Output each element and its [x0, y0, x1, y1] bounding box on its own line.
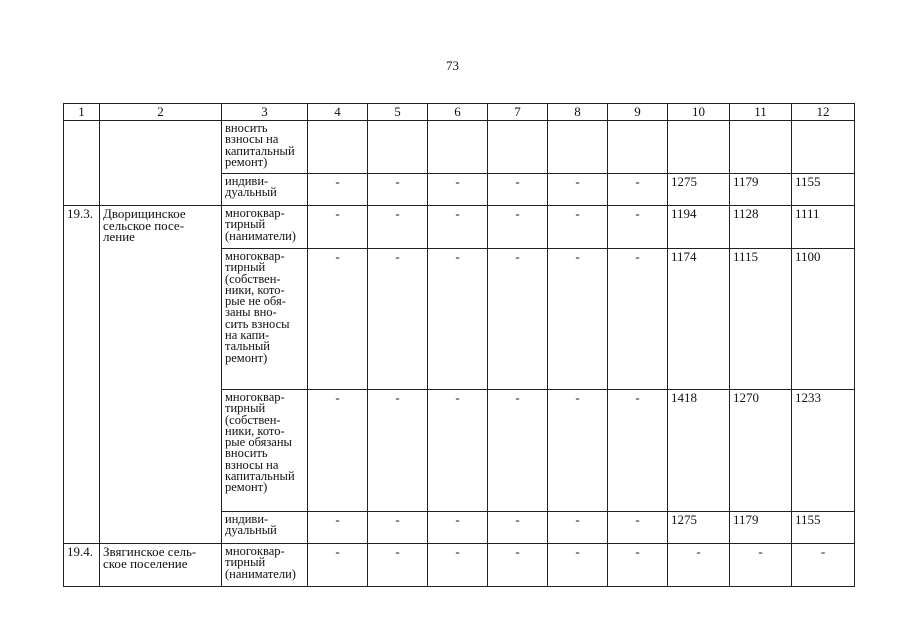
header-cell-9: 9 — [608, 104, 668, 121]
value-cell: - — [488, 544, 548, 587]
header-cell-5: 5 — [368, 104, 428, 121]
value-cell: - — [668, 544, 730, 587]
housing-type-cell: индиви- дуальный — [222, 512, 308, 544]
value-cell: - — [608, 512, 668, 544]
value-cell: - — [428, 512, 488, 544]
header-cell-1: 1 — [64, 104, 100, 121]
code-cell-empty — [64, 121, 100, 206]
value-cell: - — [308, 174, 368, 206]
housing-type-cell: многоквар- тирный (наниматели) — [222, 544, 308, 587]
value-cell: - — [548, 249, 608, 390]
value-cell: - — [308, 512, 368, 544]
header-cell-6: 6 — [428, 104, 488, 121]
value-cell: - — [488, 390, 548, 512]
value-cell — [308, 121, 368, 174]
value-cell — [608, 121, 668, 174]
header-cell-10: 10 — [668, 104, 730, 121]
settlement-code: 19.4. — [64, 544, 100, 587]
value-cell: - — [368, 206, 428, 249]
value-cell: - — [608, 206, 668, 249]
value-cell: 1111 — [792, 206, 855, 249]
value-cell: - — [548, 512, 608, 544]
value-cell: - — [548, 174, 608, 206]
housing-type-cell: индиви- дуальный — [222, 174, 308, 206]
header-cell-2: 2 — [100, 104, 222, 121]
housing-type-cell: многоквар- тирный (собствен- ники, кото- рые не обя- заны вно- сить взносы на капи- тальный ремонт) — [222, 249, 308, 390]
value-cell: - — [488, 174, 548, 206]
value-cell: 1174 — [668, 249, 730, 390]
header-cell-3: 3 — [222, 104, 308, 121]
value-cell: - — [730, 544, 792, 587]
value-cell: 1233 — [792, 390, 855, 512]
value-cell: - — [308, 544, 368, 587]
table-row — [64, 544, 855, 587]
value-cell: 1418 — [668, 390, 730, 512]
value-cell: - — [608, 249, 668, 390]
table-row — [64, 121, 855, 174]
value-cell: 1179 — [730, 512, 792, 544]
housing-type-cell: многоквар- тирный (собствен- ники, кото- рые обязаны вносить взносы на капитальный ремонт) — [222, 390, 308, 512]
value-cell — [368, 121, 428, 174]
value-cell: 1155 — [792, 512, 855, 544]
value-cell — [730, 121, 792, 174]
value-cell: - — [368, 512, 428, 544]
value-cell: 1179 — [730, 174, 792, 206]
value-cell — [548, 121, 608, 174]
settlement-code: 19.3. — [64, 206, 100, 544]
housing-type-cell: вносить взносы на капитальный ремонт) — [222, 121, 308, 174]
value-cell: 1115 — [730, 249, 792, 390]
settlement-cell-empty — [100, 121, 222, 206]
value-cell: - — [488, 512, 548, 544]
value-cell: - — [428, 249, 488, 390]
value-cell: - — [428, 390, 488, 512]
header-cell-8: 8 — [548, 104, 608, 121]
value-cell: - — [608, 390, 668, 512]
value-cell: - — [488, 249, 548, 390]
value-cell: - — [548, 390, 608, 512]
header-row — [64, 104, 855, 121]
page-number: 73 — [446, 58, 459, 73]
header-cell-4: 4 — [308, 104, 368, 121]
value-cell — [668, 121, 730, 174]
header-cell-12: 12 — [792, 104, 855, 121]
value-cell: - — [548, 544, 608, 587]
tariff-table — [63, 103, 855, 587]
value-cell: - — [428, 206, 488, 249]
value-cell: - — [428, 174, 488, 206]
value-cell: - — [368, 544, 428, 587]
value-cell: - — [488, 206, 548, 249]
value-cell: - — [308, 206, 368, 249]
value-cell: - — [368, 390, 428, 512]
value-cell: 1128 — [730, 206, 792, 249]
settlement-name: Дворищинское сельское посе- ление — [100, 206, 222, 544]
value-cell: 1275 — [668, 174, 730, 206]
settlement-name: Звягинское сель- ское поселение — [100, 544, 222, 587]
value-cell: 1275 — [668, 512, 730, 544]
value-cell: - — [608, 544, 668, 587]
table-row — [64, 206, 855, 249]
value-cell: 1270 — [730, 390, 792, 512]
housing-type-cell: многоквар- тирный (наниматели) — [222, 206, 308, 249]
value-cell — [488, 121, 548, 174]
value-cell: 1155 — [792, 174, 855, 206]
value-cell: - — [368, 174, 428, 206]
value-cell: - — [792, 544, 855, 587]
header-cell-11: 11 — [730, 104, 792, 121]
value-cell: - — [428, 544, 488, 587]
value-cell — [428, 121, 488, 174]
value-cell: - — [308, 390, 368, 512]
header-cell-7: 7 — [488, 104, 548, 121]
value-cell: - — [608, 174, 668, 206]
value-cell: 1194 — [668, 206, 730, 249]
value-cell: - — [368, 249, 428, 390]
value-cell: - — [548, 206, 608, 249]
value-cell — [792, 121, 855, 174]
value-cell: 1100 — [792, 249, 855, 390]
value-cell: - — [308, 249, 368, 390]
